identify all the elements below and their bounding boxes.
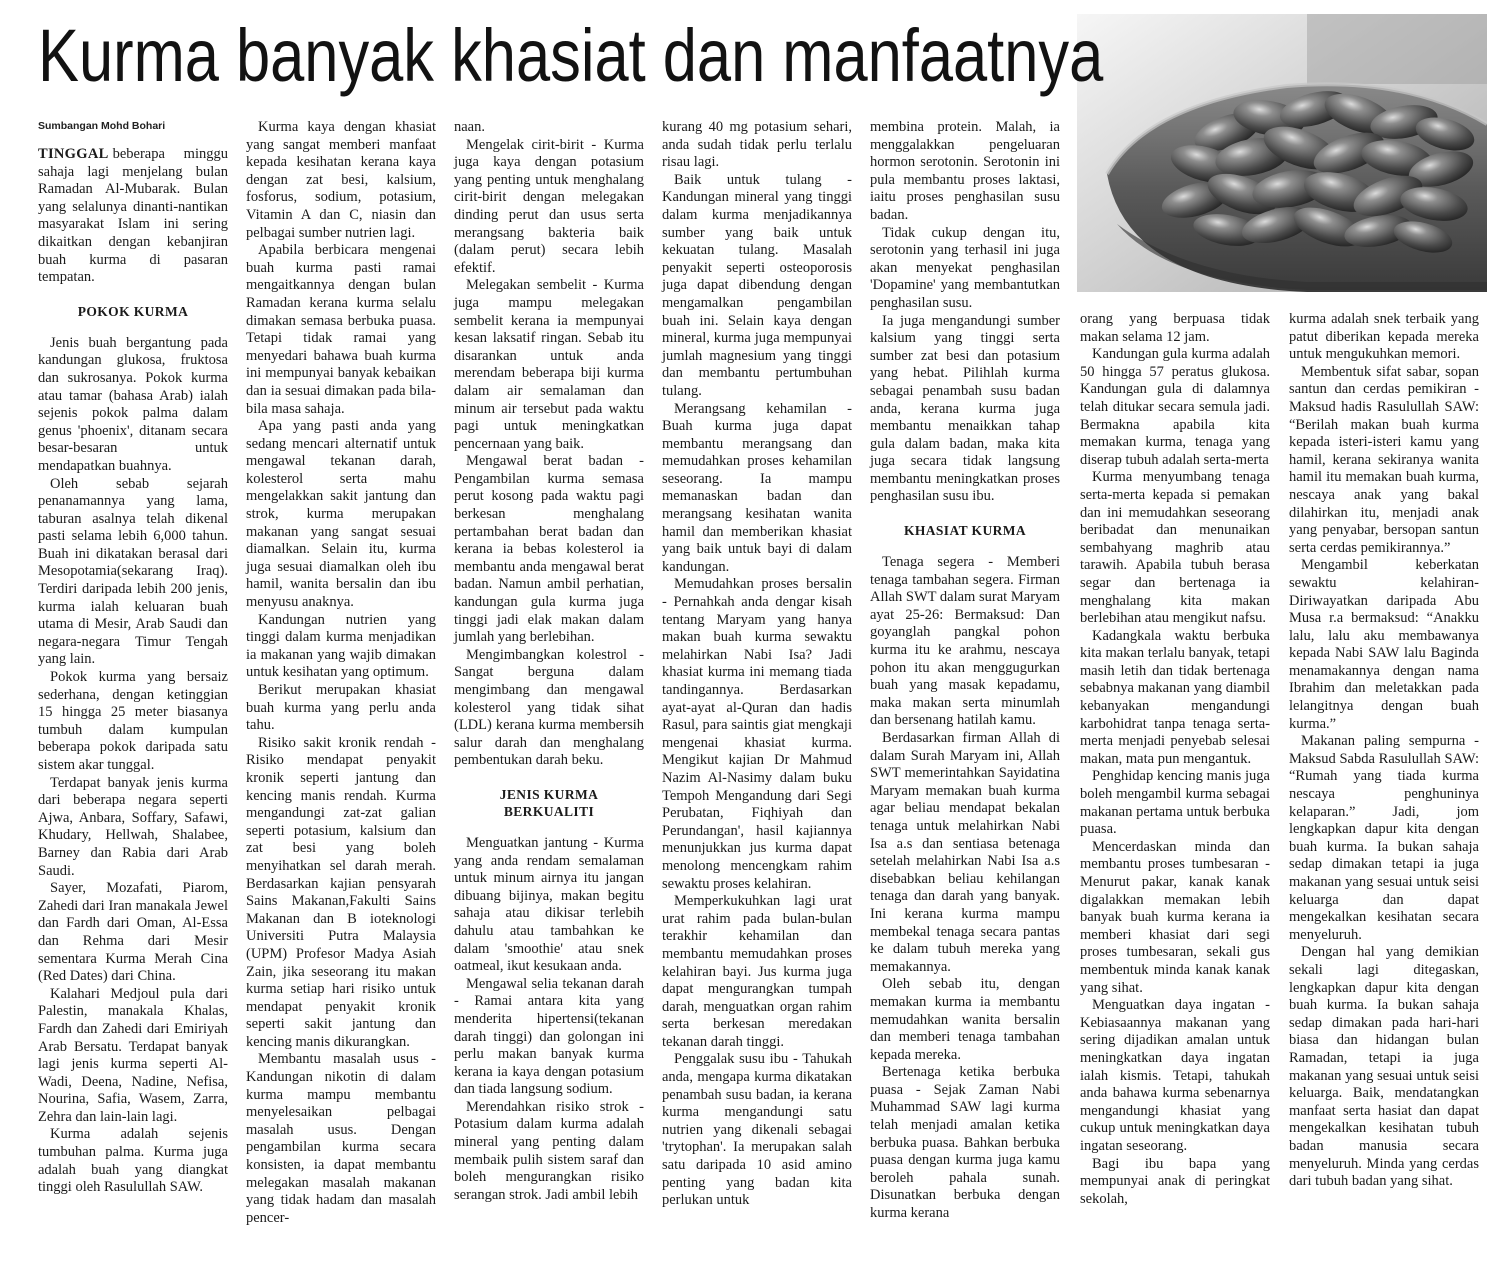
article-paragraph-continued: naan. bbox=[454, 119, 485, 135]
article-column-5 bbox=[870, 119, 1060, 1223]
article-paragraph: Memudahkan proses bersalin - Pernahkah anda dengar kisah tentang Maryam yang hanya makan buah kurma sewaktu melahirkan Nabi Isa? Jadi khasiat kurma ini memang tiada tandingannya. Berdasarkan ayat-ayat al-Quran dan hadis Rasul, para saintis giat mengkaji mengenai khasiat kurma. Mengikut kajian Dr Mahmud Nazim Al-Nasimy dalam buku Tempoh Mengandung dari Segi Perubatan, Fiqhiyah dan Perundangan', hasil kajiannya menunjukkan jus kurma dapat menolong mencengkam rahim sewaktu proses kelahiran. bbox=[662, 576, 852, 892]
article-paragraph-continued: membina protein. Malah, ia menggalakkan pengeluaran hormon serotonin. Serotonin ini pula membantu proses laktasi, iaitu proses penghasilan susu badan. bbox=[870, 119, 1060, 223]
article-paragraph: Bertenaga ketika berbuka puasa - Sejak Zaman Nabi Muhammad SAW lagi kurma telah menjadi amalan ketika berbuka puasa. Bahkan berbuka puasa dengan kurma juga kamu beroleh pahala sunah. Disunatkan berbuka dengan kurma kerana bbox=[870, 1064, 1060, 1222]
article-paragraph: Risiko sakit kronik rendah - Risiko mendapat penyakit kronik seperti jantung dan kencing manis rendah. Kurma mengandungi zat-zat galian seperti potasium, kalsium dan zat besi yang boleh menyihatkan sel darah merah. Berdasarkan kajian pensyarah Sains Makanan,Fakulti Sains Makanan dan B ioteknologi Universiti Putra Malaysia (UPM) Profesor Madya Asiah Zain, jika seseorang itu makan kurma setiap hari risiko untuk mendapat penyakit kronik seperti sakit jantung dan kencing manis dikurangkan. bbox=[246, 734, 436, 1050]
article-paragraph: Mengimbangkan kolestrol - Sangat berguna dalam mengimbang dan mengawal kolesterol yang tidak sihat (LDL) kerana kurma membersih salur darah dan menghalang pembentukan darah beku. bbox=[454, 646, 644, 769]
article-paragraph: Kurma adalah sejenis tumbuhan palma. Kurma juga adalah buah yang diangkat tinggi oleh Rasulullah SAW. bbox=[38, 1126, 228, 1196]
article-paragraph: Melegakan sembelit - Kurma juga mampu melegakan sembelit kerana ia mempunyai kesan laksatif ringan. Sebab itu disarankan untuk anda merendam beberapa biji kurma dalam air semalaman dan minum air tersebut pada waktu pagi untuk meningkatkan pencernaan yang baik. bbox=[454, 277, 644, 452]
article-paragraph: Menguatkan daya ingatan - Kebiasaannya makanan yang sering dijadikan amalan untuk meningkatkan daya ingatan ialah kismis. Tetapi, tahukah anda bahawa kurma sebenarnya mengandungi khasiat yang cukup untuk meningkatkan daya ingatan seseorang. bbox=[1080, 997, 1270, 1154]
article-paragraph: Kurma menyumbang tenaga serta-merta kepada si pemakan dan ini memudahkan seseorang beribadat dan menunaikan sembahyang maghrib atau tarawih. Apabila tubuh berasa segar dan bertenaga ia menghalang kita makan berlebihan atau mengikut nafsu. bbox=[1080, 469, 1270, 627]
article-paragraph: Baik untuk tulang - Kandungan mineral yang tinggi dalam kurma menjadikannya sumber yang baik untuk kekuatan tulang. Masalah penyakit seperti osteoporosis juga dapat dibendung dengan mengamalkan pengambilan buah ini. Selain kaya dengan mineral, kurma juga mempunyai jumlah magnesium yang tinggi dan membantu pertumbuhan tulang. bbox=[662, 171, 852, 399]
article-paragraph: Menguatkan jantung - Kurma yang anda rendam semalaman untuk minum airnya itu jangan dibuang bijinya, makan begitu sahaja atau dikisar terlebih dahulu atau tambahkan ke dalam 'smoothie' atau snek oatmeal, ikut kesukaan anda. bbox=[454, 834, 644, 975]
article-paragraph-continued: orang yang berpuasa tidak makan selama 12 jam. bbox=[1080, 311, 1270, 345]
article-paragraph: Mengambil keberkatan sewaktu kelahiran- Diriwayatkan daripada Abu Musa r.a bermaksud: “Anakku lalu, lalu aku membawanya kepada Nabi SAW lalu Baginda menamakannya dengan nama Ibrahim dan meletakkan pada lelangitnya dengan buah kurma.” bbox=[1289, 557, 1479, 732]
article-paragraph: Jenis buah bergantung pada kandungan glukosa, fruktosa dan sukrosanya. Pokok kurma atau tamar (bahasa Arab) ialah sejenis pokok palma dalam genus 'phoenix', ditanam secara besar-besaran untuk mendapatkan buahnya. bbox=[38, 334, 228, 474]
article-headline: Kurma banyak khasiat dan manfaatnya bbox=[38, 14, 1104, 97]
article-paragraph: Makanan paling sempurna - Maksud Sabda Rasulullah SAW: “Rumah yang tiada kurma nescaya penghuninya kelaparan.” Jadi, jom lengkapkan dapur kita dengan buah kurma. Ia bukan sahaja sedap dimakan tetapi ia juga makanan yang sesuai untuk seisi keluarga dan dapat mengekalkan kesihatan secara menyeluruh. bbox=[1289, 733, 1479, 943]
dates-bowl-photo bbox=[1077, 14, 1487, 292]
article-paragraph: Penggalak susu ibu - Tahukah anda, mengapa kurma dikatakan penambah susu badan, ia kerana kurma mengandungi satu nutrien yang dikenali sebagai 'trytophan'. Ia merupakan salah satu daripada 10 asid amino penting yang badan kita perlukan untuk bbox=[662, 1051, 852, 1209]
article-paragraph: Oleh sebab sejarah penanamannya yang lama, taburan asalnya telah dikenal pasti selama lebih 6,000 tahun. Buah ini dikatakan berasal dari Mesopotamia(sekarang Iraq). Terdiri daripada lebih 200 jenis, kurma ialah keluaran buah utama di Mesir, Arab Saudi dan negara-negara Timur Tengah yang lain. bbox=[38, 475, 228, 668]
section-heading: KHASIAT KURMA bbox=[903, 523, 1027, 539]
article-paragraph: Mengelak cirit-birit - Kurma juga kaya dengan potasium yang penting untuk menghalang cirit-birit dengan melegakan dinding perut dan usus serta merangsang bakteria baik (dalam perut) secara lebih efektif. bbox=[454, 136, 644, 276]
article-paragraph: Membantu masalah usus - Kandungan nikotin di dalam kurma mampu membantu menyelesaikan pelbagai masalah usus. Dengan pengambilan kurma secara konsisten, ia dapat membantu melegakan masalah makanan yang tidak hadam dan masalah pencer- bbox=[246, 1051, 436, 1226]
article-paragraph: Oleh sebab itu, dengan memakan kurma ia membantu memudahkan wanita bersalin dan memberi tenaga tambahan kepada mereka. bbox=[870, 976, 1060, 1063]
article-paragraph: Kandungan gula kurma adalah 50 hingga 57 peratus glukosa. Kandungan gula di dalamnya telah ditukar secara semula jadi. Bermakna apabila kita memakan kurma, tenaga yang diserap tubuh adalah serta-merta bbox=[1080, 346, 1270, 468]
article-paragraph: Merangsang kehamilan - Buah kurma juga dapat membantu merangsang dan memudahkan proses kehamilan seseorang. Ia mampu memanaskan badan dan merangsang kesihatan wanita hamil dan memberikan khasiat yang baik untuk bayi di dalam kandungan. bbox=[662, 400, 852, 575]
article-paragraph: Membentuk sifat sabar, sopan santun dan cerdas pemikiran - Maksud hadis Rasulullah SAW: “Berilah makan buah kurma kepada isteri-isteri kamu yang hamil, kerana sekiranya wanita hamil itu memakan buah kurma, nescaya anak yang bakal dilahirkan itu, menjadi anak yang penyabar, bersopan santun serta cerdas pemikirannya.” bbox=[1289, 363, 1479, 556]
article-paragraph-continued: kurang 40 mg potasium sehari, anda sudah tidak perlu terlalu risau lagi. bbox=[662, 119, 852, 171]
dates-bowl-illustration bbox=[1077, 14, 1487, 292]
article-paragraph: Kalahari Medjoul pula dari Palestin, manakala Khalas, Fardh dan Zahedi dari Emiriyah Arab Bersatu. Terdapat banyak lagi jenis kurma seperti Al-Wadi, Deena, Nadine, Nefisa, Nourina, Safia, Wasem, Zarra, Zehra dan lain-lain lagi. bbox=[38, 985, 228, 1125]
article-paragraph: Kadangkala waktu berbuka kita makan terlalu banyak, tetapi masih letih dan tidak bertenaga sebabnya makanan yang diambil kebanyakan mengandungi karbohidrat tanpa tenaga serta-merta menjadi penyebab selesai makan, mata pun mengantuk. bbox=[1080, 627, 1270, 767]
article-paragraph: Tidak cukup dengan itu, serotonin yang terhasil ini juga akan menyekat penghasilan 'Dopamine' yang membantutkan penghasilan susu. bbox=[870, 224, 1060, 311]
article-paragraph: Apa yang pasti anda yang sedang mencari alternatif untuk mengawal tekanan darah, kolesterol serta mahu mengelakkan sakit jantung dan strok, kurma merupakan makanan yang sangat sesuai diamalkan. Selain itu, kurma juga sesuai diamalkan oleh ibu hamil, wanita bersalin dan ibu menyusu anaknya. bbox=[246, 418, 436, 611]
article-paragraph: Bagi ibu bapa yang mempunyai anak di peringkat sekolah, bbox=[1080, 1155, 1270, 1207]
article-paragraph: Ia juga mengandungi sumber kalsium yang tinggi serta sumber zat besi dan potasium yang hebat. Pilihlah kurma sebagai penambah susu badan anda, kerana kurma juga membantu menaikkan tahap gula dalam badan, maka kita juga secara tidak langsung membantu meningkatkan proses penghasilan susu ibu. bbox=[870, 312, 1060, 505]
article-paragraph: Terdapat banyak jenis kurma dari beberapa negara seperti Ajwa, Anbara, Soffary, Safawi, Khudary, Hellwah, Shalabee, Barney dan Rabia dari Arab Saudi. bbox=[38, 774, 228, 879]
article-column-1 bbox=[38, 119, 228, 1197]
lead-word: TINGGAL bbox=[38, 146, 109, 162]
byline: Sumbangan Mohd Bohari bbox=[38, 120, 166, 132]
article-paragraph-continued: kurma adalah snek terbaik yang patut diberikan kepada mereka untuk mengukuhkan memori. bbox=[1289, 311, 1479, 363]
article-paragraph: Mengawal selia tekanan darah - Ramai antara kita yang menderita hipertensi(tekanan darah tinggi) dan golongan ini perlu makan banyak kurma kerana ia kaya dengan potasium dan tiada langsung sodium. bbox=[454, 975, 644, 1098]
article-paragraph: Berikut merupakan khasiat buah kurma yang perlu anda tahu. bbox=[246, 682, 436, 734]
article-paragraph: Penghidap kencing manis juga boleh mengambil kurma sebagai makanan pertama untuk berbuka puasa. bbox=[1080, 768, 1270, 838]
section-heading: POKOK KURMA bbox=[77, 303, 189, 319]
article-paragraph: Mencerdaskan minda dan membantu proses tumbesaran - Menurut pakar, kanak kanak digalakkan memakan lebih banyak buah kurma kerana ia memberi khasiat dari segi proses tumbesaran, sekali gus membentuk minda kanak kanak yang sihat. bbox=[1080, 838, 1270, 996]
article-paragraph: Merendahkan risiko strok - Potasium dalam kurma adalah mineral yang penting dalam membaik pulih sistem saraf dan boleh mengurangkan risiko serangan strok. Jadi ambil lebih bbox=[454, 1098, 644, 1203]
article-paragraph: Apabila berbicara mengenai buah kurma pasti ramai mengaitkannya dengan bulan Ramadan kerana kurma selalu dimakan semasa berbuka puasa. Tetapi tidak ramai yang menyedari bahawa buah kurma ini mempunyai banyak kebaikan dan ia sesuai dimakan pada bila-bila masa sahaja. bbox=[246, 242, 436, 417]
article-column-6 bbox=[1080, 311, 1270, 1208]
article-paragraph: Tenaga segera - Memberi tenaga tambahan segera. Firman Allah SWT dalam surat Maryam ayat 25-26: Bermaksud: Dan goyanglah pangkal pohon kurma itu ke arahmu, nescaya pohon itu akan menggugurkan buah yang masak kepadamu, maka makan serta minumlah dan bersenang hatilah kamu. bbox=[870, 554, 1060, 729]
article-column-4 bbox=[662, 119, 852, 1210]
article-paragraph: Pokok kurma yang bersaiz sederhana, dengan ketinggian 15 hingga 25 meter biasanya tumbuh dalam kumpulan beberapa pokok daripada satu sistem akar tunggal. bbox=[38, 669, 228, 773]
article-paragraph: Sayer, Mozafati, Piarom, Zahedi dari Iran manakala Jewel dan Fardh dari Oman, Al-Essa dan Rehma dari Mesir sementara Kurma Merah Cina (Red Dates) dari China. bbox=[38, 880, 228, 985]
article-paragraph: Kandungan nutrien yang tinggi dalam kurma menjadikan ia makanan yang wajib dimakan untuk kesihatan yang optimum. bbox=[246, 611, 436, 681]
article-column-2 bbox=[246, 119, 436, 1227]
article-paragraph: Mengawal berat badan - Pengambilan kurma semasa perut kosong pada waktu pagi berkesan menghalang pertambahan berat badan dan kerana ia bebas kolesterol ia membantu anda mengawal berat badan. Namun ambil perhatian, kandungan gula kurma juga tinggi jadi elak makan dalam jumlah yang berlebihan. bbox=[454, 453, 644, 646]
article-paragraph: Berdasarkan firman Allah di dalam Surah Maryam ini, Allah SWT memerintahkan Sayidatina Maryam memakan buah kurma agar beliau mendapat bekalan tenaga untuk melahirkan Nabi Isa a.s dan sentiasa betenaga setelah melahirkan Nabi Isa a.s disebabkan beliau kehilangan tenaga dan darah yang banyak. Ini kerana kurma mampu membekal tenaga secara pantas ke dalam tubuh mereka yang memakannya. bbox=[870, 730, 1060, 975]
intro-paragraph bbox=[38, 146, 228, 287]
article-paragraph: Dengan hal yang demikian sekali lagi ditegaskan, lengkapkan dapur kita dengan buah kurma. Ia bukan sahaja sedap dimakan pada hari-hari biasa dan hidangan bulan Ramadan, tetapi ia juga makanan yang sesuai untuk seisi keluarga. Baik, mendatangkan manfaat serta hasiat dan dapat mengekalkan kesihatan tubuh badan manusia secara menyeluruh. Minda yang cerdas dari tubuh badan yang sihat. bbox=[1289, 944, 1479, 1190]
article-paragraph: Memperkukuhkan lagi urat urat rahim pada bulan-bulan terakhir kehamilan dan membantu memudahkan proses kelahiran bayi. Jus kurma juga dapat mengurangkan tumpah darah, menguatkan organ rahim serta berkesan meredakan tekanan darah tinggi. bbox=[662, 893, 852, 1050]
intro-text: beberapa minggu sahaja lagi menjelang bulan Ramadan Al-Mubarak. Bulan yang selalunya dinanti-nantikan masyarakat Islam ini sering dikaitkan dengan kebanjiran buah kurma di pasaran tempatan. bbox=[38, 146, 228, 286]
section-heading: JENIS KURMA BERKUALITI bbox=[499, 786, 599, 819]
article-column-7 bbox=[1289, 311, 1479, 1191]
article-column-3 bbox=[454, 119, 644, 1204]
article-paragraph: Kurma kaya dengan khasiat yang sangat memberi manfaat kepada kesihatan kerana kaya dengan zat besi, kalsium, fosforus, sodium, potasium, Vitamin A dan C, niasin dan pelbagai sumber nutrien lagi. bbox=[246, 119, 436, 241]
